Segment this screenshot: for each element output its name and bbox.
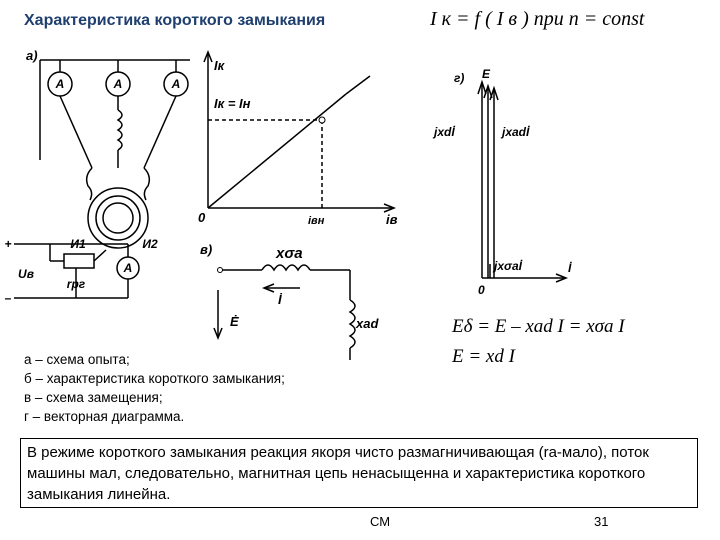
current-vector-g-label: İ (568, 261, 572, 275)
characteristic-formula: I к = f ( I в ) при n = const (430, 8, 645, 30)
x-sigma-label: xσa (276, 245, 303, 262)
footer-left: СМ (370, 514, 391, 529)
terminal-minus: – (4, 291, 12, 305)
diagram-a-label: а) (26, 48, 38, 63)
label-rrg: rрг (66, 277, 86, 291)
rated-current-label: Iк = Iн (214, 96, 251, 111)
diagram-g-label: г) (454, 71, 465, 85)
x-ad-label: xad (356, 316, 379, 331)
jxad-label: jxadİ (502, 125, 530, 139)
legend (24, 350, 285, 426)
terminal-plus: + (4, 237, 12, 251)
vector-diagram-g (430, 66, 590, 302)
ammeter-1-label: A (55, 77, 65, 91)
legend-item: г – векторная диаграмма. (24, 409, 185, 424)
legend-item: а – схема опыта; (24, 352, 130, 367)
characteristic-plot-b (196, 46, 416, 226)
rated-field-current-label: iвн (308, 215, 325, 226)
current-vector-label: İ (278, 292, 282, 307)
origin-label: 0 (198, 210, 206, 225)
emf-vector-label: Ė (230, 314, 239, 329)
x-axis-label: iв (386, 212, 398, 226)
label-i2: И2 (142, 237, 158, 251)
page-number: 31 (594, 514, 609, 529)
ammeter-4-label: A (123, 261, 133, 275)
jxsa-label: jxσaİ (494, 259, 522, 273)
equation-2: E = xd I (452, 346, 515, 367)
diagram-v-label: в) (200, 242, 213, 257)
label-ub: Uв (18, 267, 34, 281)
slide-title: Характеристика короткого замыкания (24, 12, 326, 29)
jxd-label: jxdİ (434, 125, 455, 139)
equation-1: Eδ = E – xad I = xσa I (452, 316, 625, 337)
legend-item: б – характеристика короткого замыкания; (24, 371, 285, 386)
note-box: В режиме короткого замыкания реакция якоря чисто размагничивающая (rа-мало), поток машины мал, следовательно, магнитная цепь ненасыщенна и характеристика короткого замыкания линейна. (20, 438, 698, 508)
origin-g-label: 0 (478, 283, 485, 297)
e-axis-label: E (482, 67, 491, 81)
equivalent-circuit-v (196, 236, 386, 366)
label-i1: И1 (70, 237, 86, 251)
legend-item: в – схема замещения; (24, 390, 163, 405)
y-axis-label: Iк (214, 58, 225, 73)
ammeter-2-label: A (113, 77, 123, 91)
ammeter-3-label: A (171, 77, 181, 91)
circuit-diagram-a (0, 40, 213, 310)
